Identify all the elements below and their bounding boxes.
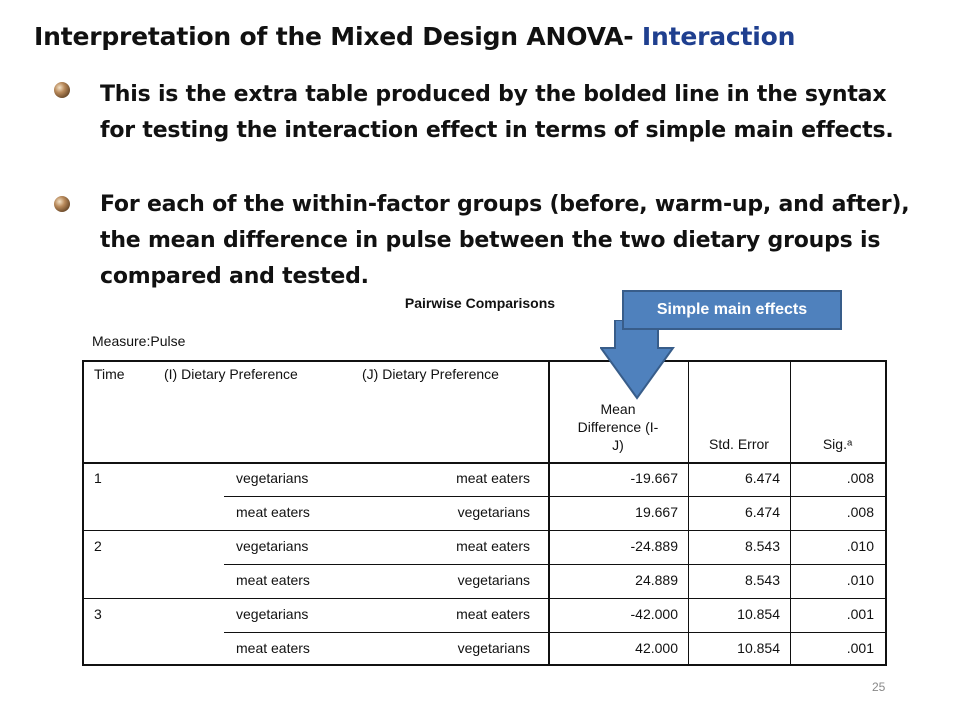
cell-std: 8.543 [744, 572, 780, 588]
cell-time: 1 [94, 470, 102, 486]
table-bottom-border [82, 664, 887, 666]
cell-std: 10.854 [737, 640, 780, 656]
slide-title [34, 22, 795, 51]
row-divider [82, 530, 885, 531]
cell-mean: 19.667 [635, 504, 678, 520]
table-left-border [82, 360, 84, 666]
row-divider [224, 632, 885, 633]
cell-i: vegetarians [236, 538, 309, 554]
cell-mean: -24.889 [630, 538, 678, 554]
cell-j: meat eaters [456, 606, 530, 622]
pairwise-comparisons-table [82, 360, 887, 666]
header-bottom-border [82, 462, 887, 464]
cell-std: 8.543 [744, 538, 780, 554]
table-top-border [82, 360, 887, 362]
cell-i: vegetarians [236, 470, 309, 486]
row-divider [224, 564, 885, 565]
down-arrow-icon [600, 320, 680, 400]
table-title: Pairwise Comparisons [404, 295, 556, 311]
cell-mean: 24.889 [635, 572, 678, 588]
cell-mean: -42.000 [630, 606, 678, 622]
cell-i: meat eaters [236, 504, 310, 520]
cell-sig: .001 [846, 606, 874, 622]
cell-i: meat eaters [236, 640, 310, 656]
cell-time: 3 [94, 606, 102, 622]
cell-j: meat eaters [456, 538, 530, 554]
cell-sig: .008 [846, 470, 874, 486]
header-time: Time [94, 366, 125, 382]
cell-i: vegetarians [236, 606, 309, 622]
slide-title-main: Interpretation of the Mixed Design ANOVA- [34, 22, 642, 51]
measure-label: Measure:Pulse [92, 333, 186, 349]
row-divider [82, 598, 885, 599]
cell-sig: .008 [846, 504, 874, 520]
cell-j: vegetarians [457, 504, 530, 520]
bullet-icon [54, 82, 70, 98]
cell-std: 6.474 [744, 504, 780, 520]
header-mean-line: Mean [600, 401, 636, 417]
header-sig: Sig.ᵃ [822, 436, 853, 452]
cell-j: vegetarians [457, 640, 530, 656]
cell-std: 10.854 [737, 606, 780, 622]
simple-main-effects-callout: Simple main effects [622, 290, 842, 330]
slide-title-accent: Interaction [641, 22, 796, 51]
bullet-text: This is the extra table produced by the bolded line in the syntax for testing the interaction effect in terms of simple main effects. [100, 82, 894, 143]
cell-sig: .001 [846, 640, 874, 656]
row-divider [224, 496, 885, 497]
cell-i: meat eaters [236, 572, 310, 588]
cell-std: 6.474 [744, 470, 780, 486]
cell-j: vegetarians [457, 572, 530, 588]
table-right-border [885, 360, 887, 666]
cell-j: meat eaters [456, 470, 530, 486]
cell-sig: .010 [846, 538, 874, 554]
cell-mean: 42.000 [635, 640, 678, 656]
page-number: 25 [872, 680, 886, 694]
header-i-dietary: (I) Dietary Preference [164, 366, 298, 382]
header-std-error: Std. Error [709, 436, 769, 452]
cell-time: 2 [94, 538, 102, 554]
header-j-dietary: (J) Dietary Preference [362, 366, 499, 382]
header-mean-difference [548, 400, 688, 454]
bullet-text: For each of the within-factor groups (before, warm-up, and after), the mean difference in pulse between the two dietary groups is compared and tested. [100, 192, 910, 289]
cell-sig: .010 [846, 572, 874, 588]
header-mean-line: Difference (I- [577, 419, 659, 435]
bullet-icon [54, 196, 70, 212]
cell-mean: -19.667 [630, 470, 678, 486]
header-mean-line: J) [612, 437, 624, 453]
